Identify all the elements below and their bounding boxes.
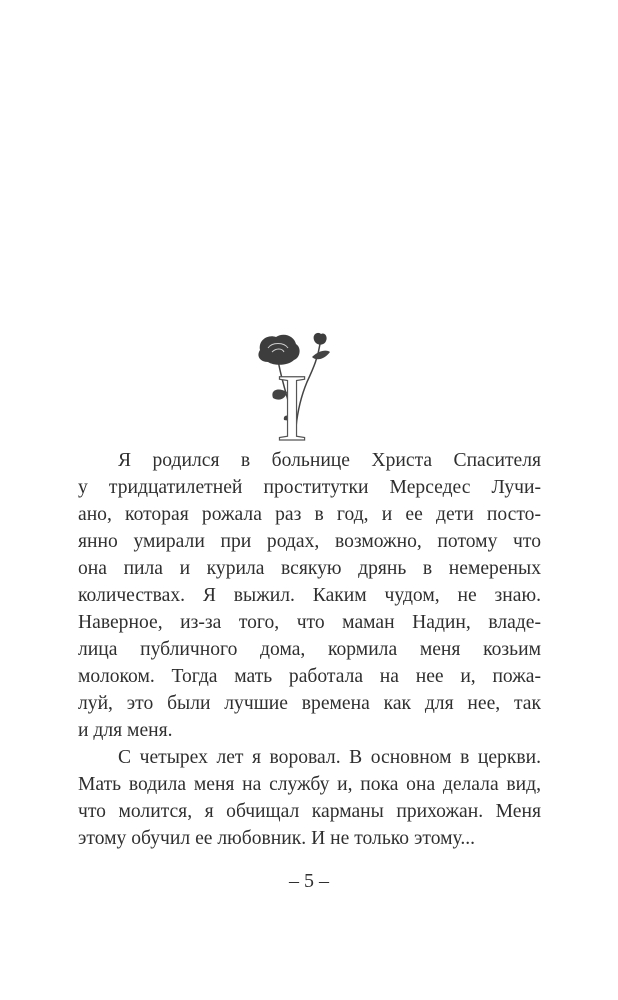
text-line: Наверное, из-за того, что маман Надин, владе- xyxy=(78,612,541,633)
text-line: этому обучил ее любовник. И не только этому... xyxy=(78,828,476,849)
text-line: янно умирали при родах, возможно, потому что xyxy=(78,531,541,552)
text-line: ано, которая рожала раз в год, и ее дети посто- xyxy=(78,504,541,525)
text-line: луй, это были лучшие времена как для нее, так xyxy=(78,693,541,714)
body-text xyxy=(78,447,541,852)
page-number: – 5 – xyxy=(289,870,329,892)
text-line: она пила и курила всякую дрянь в немереных xyxy=(78,558,541,579)
text-line: С четырех лет я воровал. В основном в церкви. xyxy=(118,747,541,768)
text-line: у тридцатилетней проститутки Мерседес Лучи- xyxy=(78,477,541,498)
text-line: Мать водила меня на службу и, пока она делала вид, xyxy=(78,774,541,795)
text-line: что молится, я обчищал карманы прихожан. Меня xyxy=(78,801,541,822)
text-line: количествах. Я выжил. Каким чудом, не знаю. xyxy=(78,585,541,606)
text-line: лица публичного дома, кормила меня козьим xyxy=(78,639,541,660)
chapter-numeral: I xyxy=(276,354,308,442)
text-line: и для меня. xyxy=(78,720,173,741)
text-line: молоком. Тогда мать работала на нее и, пожа- xyxy=(78,666,541,687)
text-line: Я родился в больнице Христа Спасителя xyxy=(118,450,541,471)
chapter-ornament xyxy=(250,332,360,442)
